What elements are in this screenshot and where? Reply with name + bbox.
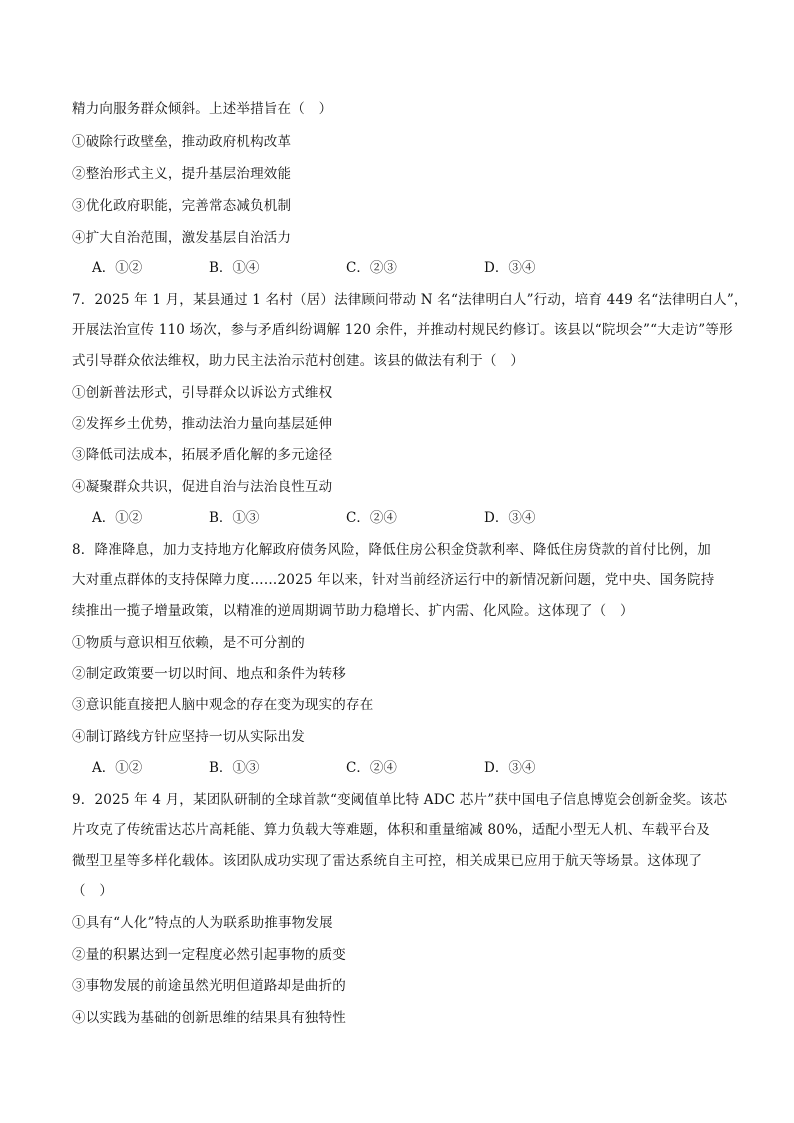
q7-stem-line-1: 7．2025 年 1 月，某县通过 1 名村（居）法律顾问带动 N 名“法律明白人”行动，培育 449 名“法律明白人”， [72, 292, 748, 308]
q6-option-d[interactable]: D．③④ [484, 260, 536, 276]
q7-options [92, 508, 712, 528]
q7-option-b[interactable]: B．①③ [209, 510, 260, 526]
q8-statement-3: ③意识能直接把人脑中观念的存在变为现实的存在 [72, 697, 374, 713]
q6-statement-2: ②整治形式主义，提升基层治理效能 [72, 166, 292, 182]
q8-stem-line-1: 8．降准降息，加力支持地方化解政府债务风险，降低住房公积金贷款利率、降低住房贷款的首付比例，加 [72, 542, 711, 558]
q8-option-c[interactable]: C．②④ [346, 760, 397, 776]
q7-option-a[interactable]: A．①② [92, 510, 143, 526]
q9-stem-line-2: 片攻克了传统雷达芯片高耗能、算力负载大等难题，体积和重量缩减 80%，适配小型无人机、车载平台及 [72, 822, 710, 838]
q6-options [92, 258, 712, 278]
q7-stem-line-2: 开展法治宣传 110 场次，参与矛盾纠纷调解 120 余件，并推动村规民约修订。该县以“院坝会”“大走访”等形 [72, 322, 733, 338]
q7-statement-1: ①创新普法形式，引导群众以诉讼方式维权 [72, 385, 333, 401]
q6-option-b[interactable]: B．①④ [209, 260, 260, 276]
q8-statement-4: ④制订路线方针应坚持一切从实际出发 [72, 729, 305, 745]
q7-option-c[interactable]: C．②④ [346, 510, 397, 526]
q8-stem-line-2: 大对重点群体的支持保障力度……2025 年以来，针对当前经济运行中的新情况新问题，党中央、国务院持 [72, 572, 715, 588]
q8-option-d[interactable]: D．③④ [484, 760, 536, 776]
q6-statement-3: ③优化政府职能，完善常态减负机制 [72, 198, 292, 214]
q6-option-a[interactable]: A．①② [92, 260, 143, 276]
q9-stem-line-3: 微型卫星等多样化载体。该团队成功实现了雷达系统自主可控，相关成果已应用于航天等场景。这体现了 [72, 853, 703, 869]
q8-option-b[interactable]: B．①③ [209, 760, 260, 776]
q8-option-a[interactable]: A．①② [92, 760, 143, 776]
q9-statement-1: ①具有“人化”特点的人为联系助推事物发展 [72, 915, 333, 931]
q7-statement-4: ④凝聚群众共识，促进自治与法治良性互动 [72, 479, 333, 495]
q8-stem-line-3: 续推出一揽子增量政策，以精准的逆周期调节助力稳增长、扩内需、化风险。这体现了（ ） [72, 603, 634, 619]
q7-statement-2: ②发挥乡土优势，推动法治力量向基层延伸 [72, 416, 333, 432]
q6-statement-1: ①破除行政壁垒，推动政府机构改革 [72, 134, 292, 150]
q9-statement-4: ④以实践为基础的创新思维的结果具有独特性 [72, 1010, 346, 1026]
q8-statement-2: ②制定政策要一切以时间、地点和条件为转移 [72, 666, 346, 682]
q7-option-d[interactable]: D．③④ [484, 510, 536, 526]
q8-statement-1: ①物质与意识相互依赖，是不可分割的 [72, 635, 305, 651]
q6-option-c[interactable]: C．②③ [346, 260, 397, 276]
q9-statement-3: ③事物发展的前途虽然光明但道路却是曲折的 [72, 978, 346, 994]
q7-stem-line-3: 式引导群众依法维权，助力民主法治示范村创建。该县的做法有利于（ ） [72, 353, 525, 369]
q9-stem-line-4: （ ） [72, 883, 114, 899]
q6-statement-4: ④扩大自治范围，激发基层自治活力 [72, 230, 292, 246]
q9-stem-line-1: 9．2025 年 4 月，某团队研制的全球首款“变阈值单比特 ADC 芯片”获中国电子信息博览会创新金奖。该芯 [72, 792, 728, 808]
q9-statement-2: ②量的积累达到一定程度必然引起事物的质变 [72, 947, 346, 963]
q7-statement-3: ③降低司法成本，拓展矛盾化解的多元途径 [72, 447, 333, 463]
q6-stem-tail: 精力向服务群众倾斜。上述举措旨在（ ） [72, 101, 333, 117]
q8-options [92, 758, 712, 778]
